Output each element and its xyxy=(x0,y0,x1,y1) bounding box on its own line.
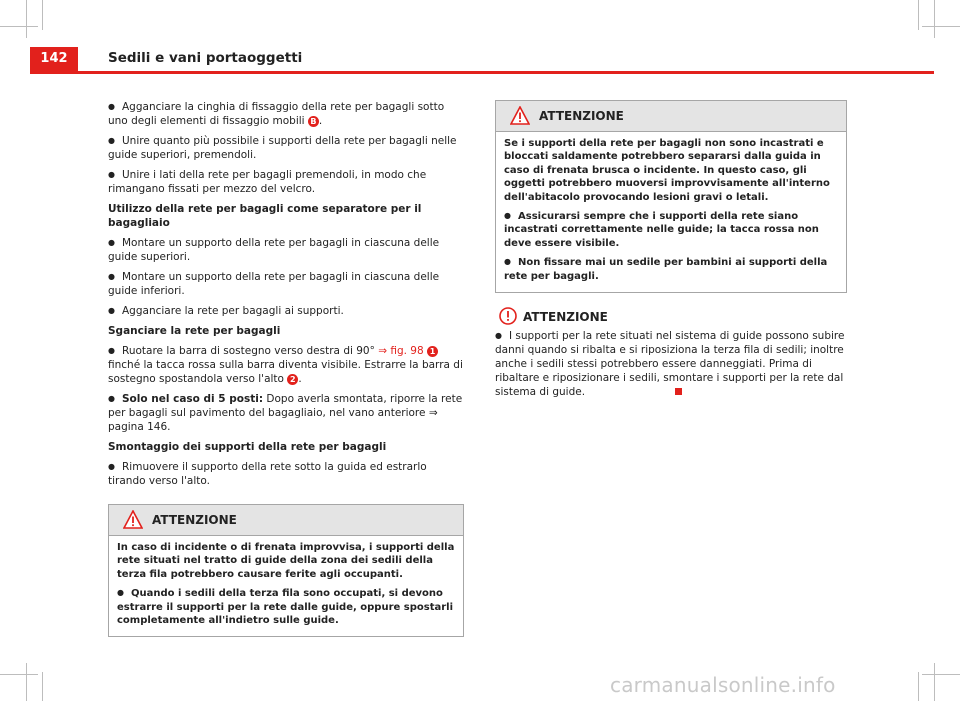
callout-b: B xyxy=(308,116,319,127)
bullet-text-end: . xyxy=(298,373,302,385)
crop-mark xyxy=(922,26,960,27)
bullet-text: Ruotare la barra di sostegno verso destra di 90° xyxy=(122,345,375,357)
crop-mark xyxy=(26,663,27,701)
caution-title: ATTENZIONE xyxy=(523,310,608,325)
page-number: 142 xyxy=(40,51,68,66)
crop-mark xyxy=(918,0,919,30)
callout-2: 2 xyxy=(287,374,298,385)
warning-triangle-icon xyxy=(123,510,143,529)
end-of-section-marker xyxy=(675,388,682,395)
crop-mark xyxy=(918,672,919,701)
caution-header xyxy=(495,307,847,329)
header-rule xyxy=(30,71,934,74)
warning-bullet: ● Assicurarsi sempre che i supporti della rete siano incastrati correttamente nelle guide; la tacca rossa non deve essere visibile. xyxy=(504,209,838,250)
warning-body xyxy=(496,132,846,292)
bullet-text: finché la tacca rossa sulla barra diventa visibile. Estrarre la barra di sostegno spostandola verso l'alto xyxy=(108,359,463,385)
warning-box xyxy=(495,100,847,293)
subheading: Smontaggio dei supporti della rete per bagagli xyxy=(108,441,387,453)
crop-mark xyxy=(26,0,27,38)
bullet-item xyxy=(108,344,464,386)
bullet-item: ● Agganciare la rete per bagagli ai supporti. xyxy=(108,304,464,318)
crop-mark xyxy=(922,674,960,675)
warning-bullet: ● Quando i sedili della terza fila sono occupati, si devono estrarre il supporti per la rete dalle guide, oppure spostarli completamente all'indietro sulle guide. xyxy=(117,586,455,627)
caution-text: I supporti per la rete situati nel sistema di guide possono subire danni quando si ribalta e si riposiziona la terza fila di sedili; inoltre anche i sedili stessi potrebbero essere danneggiati. Prima di ribaltare e riposizionare i sedili, smontare i supporti per la rete dal sistema di guide. xyxy=(495,330,845,399)
bullet-item: ● Unire quanto più possibile i supporti della rete per bagagli nelle guide superiori, premendoli. xyxy=(108,134,464,162)
bullet-item: ● Rimuovere il supporto della rete sotto la guida ed estrarlo tirando verso l'alto. xyxy=(108,460,464,488)
caution-bullet xyxy=(495,329,847,399)
caution-exclamation-icon xyxy=(499,307,517,325)
warning-bullet: ● Non fissare mai un sedile per bambini ai supporti della rete per bagagli. xyxy=(504,255,838,283)
warning-title: ATTENZIONE xyxy=(539,109,624,123)
warning-header xyxy=(109,505,463,536)
subheading: Sganciare la rete per bagagli xyxy=(108,325,281,337)
left-column xyxy=(108,100,464,637)
warning-header xyxy=(496,101,846,132)
crop-mark xyxy=(42,0,43,30)
crop-mark xyxy=(0,674,38,675)
bullet-text: Agganciare la cinghia di fissaggio della rete per bagagli sotto uno degli elementi di fissaggio mobili xyxy=(108,101,445,127)
bullet-item: ● Montare un supporto della rete per bagagli in ciascuna delle guide inferiori. xyxy=(108,270,464,298)
warning-box xyxy=(108,504,464,637)
bullet-text: Dopo averla smontata, riporre la rete per bagagli sul pavimento del bagagliaio, nel vano anteriore ⇒ pagina 146. xyxy=(108,393,463,433)
bullet-item xyxy=(108,100,464,128)
bullet-bold-lead: Solo nel caso di 5 posti: xyxy=(122,393,264,405)
bullet-item xyxy=(108,392,464,434)
right-column xyxy=(495,100,847,399)
callout-1: 1 xyxy=(427,346,438,357)
crop-mark xyxy=(42,672,43,701)
bullet-item: ● Montare un supporto della rete per bagagli in ciascuna delle guide superiori. xyxy=(108,236,464,264)
crop-mark xyxy=(934,0,935,38)
watermark: carmanualsonline.info xyxy=(610,673,836,697)
figure-link[interactable]: ⇒ fig. 98 xyxy=(378,345,424,357)
bullet-item: ● Unire i lati della rete per bagagli premendoli, in modo che rimangano fissati per mezzo del velcro. xyxy=(108,168,464,196)
warning-body xyxy=(109,536,463,636)
warning-triangle-icon xyxy=(510,106,530,125)
warning-paragraph: In caso di incidente o di frenata improvvisa, i supporti della rete situati nel tratto di guide della zona dei sedili della terza fila potrebbero causare ferite agli occupanti. xyxy=(117,542,455,580)
bullet-text-end: . xyxy=(318,115,323,127)
section-title: Sedili e vani portaoggetti xyxy=(108,50,303,66)
page-number-badge xyxy=(30,47,78,71)
warning-paragraph: Se i supporti della rete per bagagli non sono incastrati e bloccati saldamente potrebbero separarsi dalla guida in caso di frenata brusca o incidente. In questo caso, gli oggetti potrebbero muoversi improvvisamente all'interno dell'abitacolo provocando lesioni gravi o letali. xyxy=(504,138,830,203)
warning-title: ATTENZIONE xyxy=(152,513,237,527)
crop-mark xyxy=(934,663,935,701)
crop-mark xyxy=(0,26,38,27)
subheading: Utilizzo della rete per bagagli come separatore per il bagagliaio xyxy=(108,203,422,229)
